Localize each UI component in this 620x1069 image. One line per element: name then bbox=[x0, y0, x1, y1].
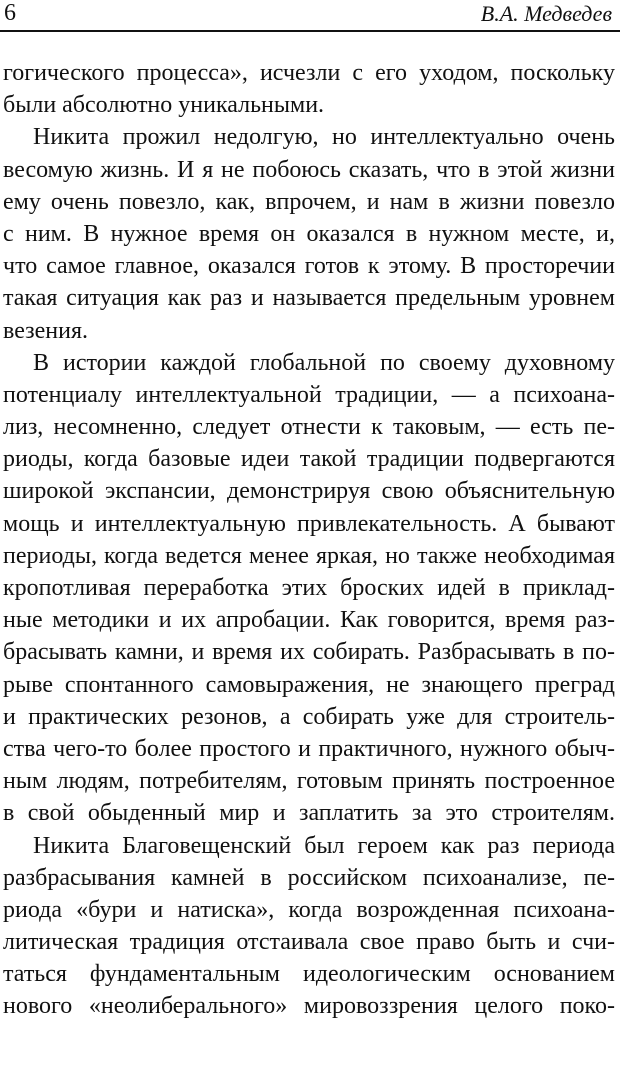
text-line: кропотливая переработка этих броских идей в приклад- bbox=[3, 575, 615, 601]
text-line: таться фундаментальным идеологическим основанием bbox=[3, 961, 615, 988]
text-line: с ним. В нужное время он оказался в нужном месте, и, bbox=[3, 220, 615, 247]
page-number: 6 bbox=[4, 0, 16, 26]
text-line: литическая традиция отстаивала свое право быть и счи- bbox=[3, 929, 615, 956]
text-line: лиз, несомненно, следует отнести к таковым, — есть пе- bbox=[3, 414, 615, 441]
text-line: ства чего-то более простого и практичного, нужного обыч- bbox=[3, 735, 615, 762]
text-line: ему очень повезло, как, впрочем, и нам в жизни повезло bbox=[3, 188, 615, 215]
text-line: везения. bbox=[3, 317, 88, 344]
text-line: брасывать камни, и время их собирать. Разбрасывать в по- bbox=[3, 639, 615, 666]
text-line: и практических резонов, а собирать уже для строитель- bbox=[3, 703, 615, 730]
text-line: периоды, когда ведется менее яркая, но также необходимая bbox=[3, 542, 615, 569]
text-line: в свой обыденный мир и заплатить за это строителям. bbox=[3, 800, 615, 827]
text-line: что самое главное, оказался готов к этому. В просторечии bbox=[3, 253, 615, 280]
text-line: мощь и интеллектуальную привлекательность. А бывают bbox=[3, 510, 615, 537]
text-line: ные методики и их апробации. Как говорится, время раз- bbox=[3, 607, 615, 634]
text-line: риода «бури и натиска», когда возрожденная психоана- bbox=[3, 896, 615, 923]
text-line: весомую жизнь. И я не побоюсь сказать, что в этой жизни bbox=[3, 156, 615, 183]
text-line: потенциалу интеллектуальной традиции, — а психоана- bbox=[3, 381, 615, 408]
text-line: гогического процесса», исчезли с его уходом, поскольку bbox=[3, 60, 615, 86]
text-line: риоды, когда базовые идеи такой традиции подвергаются bbox=[3, 446, 615, 473]
header-rule bbox=[0, 30, 620, 32]
text-line: Никита прожил недолгую, но интеллектуально очень bbox=[33, 124, 615, 151]
text-line: рыве спонтанного самовыражения, не знающего преград bbox=[3, 671, 615, 698]
text-line: разбрасывания камней в российском психоанализе, пе- bbox=[3, 864, 615, 891]
text-line: Никита Благовещенский был героем как раз периода bbox=[33, 832, 615, 859]
text-line: нового «неолиберального» мировоззрения целого поко- bbox=[3, 993, 615, 1020]
text-line: В истории каждой глобальной по своему духовному bbox=[33, 349, 615, 376]
page-header bbox=[0, 0, 620, 30]
body-text bbox=[3, 57, 615, 1023]
text-line: широкой экспансии, демонстрируя свою объяснительную bbox=[3, 478, 615, 505]
text-line: такая ситуация как раз и называется предельным уровнем bbox=[3, 285, 615, 312]
text-line: ным людям, потребителям, готовым принять построенное bbox=[3, 768, 615, 795]
text-line: были абсолютно уникальными. bbox=[3, 92, 325, 119]
running-head-author: В.А. Медведев bbox=[480, 1, 612, 26]
